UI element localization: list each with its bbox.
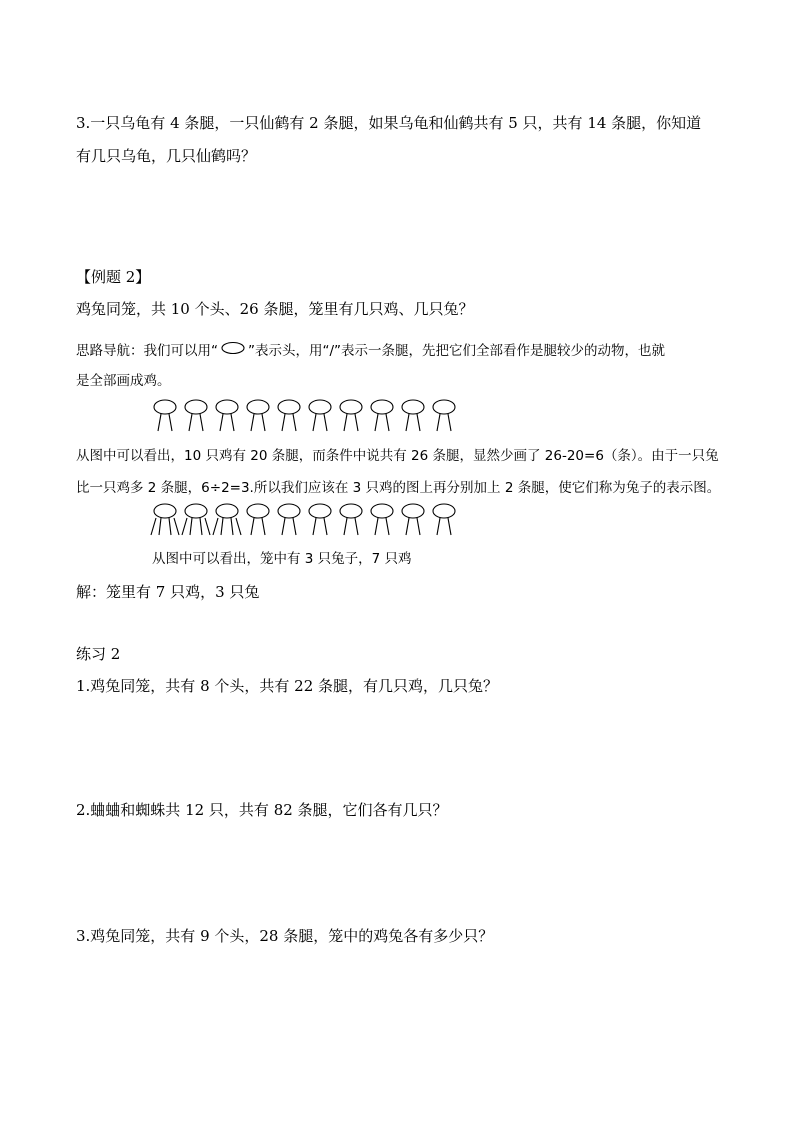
leg-stroke: [151, 518, 156, 535]
leg-stroke: [221, 518, 223, 535]
head-oval: [247, 400, 269, 414]
leg-stroke: [231, 518, 233, 535]
leg-stroke: [282, 414, 285, 431]
head-oval: [247, 504, 269, 518]
leg-stroke: [324, 518, 327, 535]
leg-stroke: [158, 414, 161, 431]
animal-figure: [371, 400, 393, 431]
head-oval: [433, 400, 455, 414]
head-oval: [309, 504, 331, 518]
leg-stroke: [313, 518, 316, 535]
head-oval: [185, 504, 207, 518]
head-oval: [340, 504, 362, 518]
leg-stroke: [386, 414, 389, 431]
explain-line2: 比一只鸡多 2 条腿，6÷2=3.所以我们应该在 3 只鸡的图上再分别加上 2 条腿，使它们称为兔子的表示图。: [76, 480, 721, 496]
leg-stroke: [355, 414, 358, 431]
leg-stroke: [169, 414, 172, 431]
prev-question-3-line2: 有几只乌龟，几只仙鹤吗？: [76, 147, 257, 165]
head-oval: [154, 400, 176, 414]
animal-figure: [433, 400, 455, 431]
animal-figure: [185, 400, 207, 431]
head-oval: [371, 400, 393, 414]
head-oval: [309, 400, 331, 414]
prev-question-3-line1: 3.一只乌龟有 4 条腿，一只仙鹤有 2 条腿，如果乌龟和仙鹤共有 5 只，共有 14 条腿，你知道: [76, 114, 702, 132]
animal-figure: [309, 400, 331, 431]
hint-text-a: 思路导航：我们可以用“: [76, 343, 218, 359]
hint-line2: 是全部画成鸡。: [76, 373, 171, 389]
animal-figure: [402, 400, 424, 431]
leg-stroke: [189, 414, 192, 431]
animal-figure: [402, 504, 424, 535]
explain-line1: 从图中可以看出，10 只鸡有 20 条腿，而条件中说共有 26 条腿，显然少画了 26-20=6（条）。由于一只兔: [76, 448, 719, 464]
head-oval: [154, 504, 176, 518]
head-oval: [371, 504, 393, 518]
animal-figure: [278, 504, 300, 535]
leg-stroke: [236, 518, 241, 535]
leg-stroke: [251, 414, 254, 431]
figure-chickens-and-rabbits: [150, 502, 490, 542]
leg-stroke: [282, 518, 285, 535]
leg-stroke: [437, 414, 440, 431]
leg-stroke: [205, 518, 210, 535]
animal-figure: [371, 504, 393, 535]
leg-stroke: [406, 414, 409, 431]
leg-stroke: [448, 518, 451, 535]
animal-figure: [154, 400, 176, 431]
figure-all-chickens: [150, 398, 490, 438]
head-oval-icon: [220, 341, 246, 361]
animal-figure: [216, 400, 238, 431]
leg-stroke: [293, 518, 296, 535]
leg-stroke: [313, 414, 316, 431]
head-oval: [402, 504, 424, 518]
leg-stroke: [213, 518, 218, 535]
head-oval: [340, 400, 362, 414]
animal-figure: [247, 504, 269, 535]
head-oval: [278, 504, 300, 518]
leg-stroke: [344, 414, 347, 431]
animal-figure: [213, 504, 241, 535]
leg-stroke: [417, 518, 420, 535]
example-heading: 【例题 2】: [76, 268, 151, 286]
hint-line1: [76, 341, 665, 361]
leg-stroke: [231, 414, 234, 431]
leg-stroke: [293, 414, 296, 431]
practice-question-2: 2.蛐蛐和蜘蛛共 12 只，共有 82 条腿，它们各有几只？: [76, 801, 448, 819]
leg-stroke: [375, 518, 378, 535]
head-oval: [185, 400, 207, 414]
head-oval: [216, 400, 238, 414]
head-oval: [216, 504, 238, 518]
head-oval: [433, 504, 455, 518]
practice-heading: 练习 2: [76, 645, 121, 663]
leg-stroke: [324, 414, 327, 431]
hint-text-b: ”表示头，用“/”表示一条腿，先把它们全部看作是腿较少的动物，也就: [248, 343, 666, 359]
leg-stroke: [174, 518, 179, 535]
animal-figure: [247, 400, 269, 431]
head-oval: [278, 400, 300, 414]
practice-question-3: 3.鸡兔同笼，共有 9 个头，28 条腿，笼中的鸡兔各有多少只？: [76, 927, 494, 945]
practice-question-1: 1.鸡兔同笼，共有 8 个头，共有 22 条腿，有几只鸡，几只兔？: [76, 677, 499, 695]
leg-stroke: [355, 518, 358, 535]
leg-stroke: [448, 414, 451, 431]
leg-stroke: [417, 414, 420, 431]
animal-figure: [433, 504, 455, 535]
leg-stroke: [200, 414, 203, 431]
leg-stroke: [159, 518, 161, 535]
leg-stroke: [251, 518, 254, 535]
leg-stroke: [406, 518, 409, 535]
leg-stroke: [200, 518, 202, 535]
leg-stroke: [375, 414, 378, 431]
leg-stroke: [262, 414, 265, 431]
animal-figure: [182, 504, 210, 535]
leg-stroke: [386, 518, 389, 535]
figure-caption: 从图中可以看出，笼中有 3 只兔子，7 只鸡: [152, 551, 412, 567]
leg-stroke: [344, 518, 347, 535]
leg-stroke: [437, 518, 440, 535]
animal-figure: [340, 400, 362, 431]
example-answer: 解：笼里有 7 只鸡，3 只兔: [76, 583, 260, 601]
leg-stroke: [220, 414, 223, 431]
animal-figure: [278, 400, 300, 431]
leg-stroke: [262, 518, 265, 535]
leg-stroke: [169, 518, 171, 535]
animal-figure: [309, 504, 331, 535]
example-problem: 鸡兔同笼，共 10 个头、26 条腿，笼里有几只鸡、几只兔？: [76, 300, 474, 318]
leg-stroke: [190, 518, 192, 535]
head-oval: [402, 400, 424, 414]
leg-stroke: [182, 518, 187, 535]
animal-figure: [151, 504, 179, 535]
animal-figure: [340, 504, 362, 535]
